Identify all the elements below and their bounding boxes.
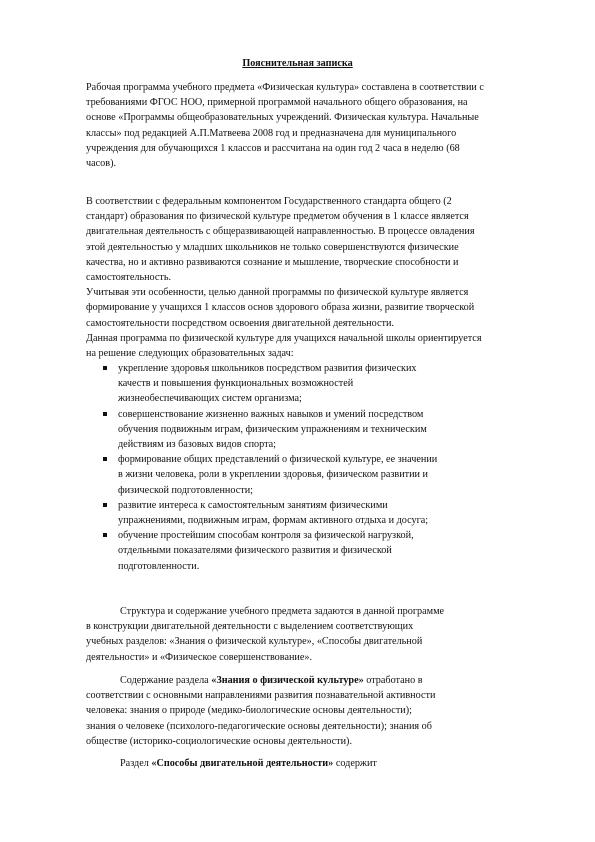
text-line: действиям из базовых видов спорта; (118, 439, 277, 451)
text-line: учебных разделов: «Знания о физической культуре», «Способы двигательной (86, 636, 423, 648)
text-line: самостоятельности посредством освоения двигательной деятельности. (86, 317, 394, 329)
bullet-icon (103, 366, 107, 370)
text-line: Структура и содержание учебного предмета задаются в данной программе (120, 606, 445, 617)
text-line: качества, но и активно развиваются сознание и мышление, творческие способности и (86, 256, 459, 268)
text-line: формирование у учащихся 1 классов основ здорового образа жизни, развитие творческой (86, 302, 475, 314)
text-line: формирование общих представлений о физической культуре, ее значении (118, 454, 438, 466)
list-item (100, 361, 540, 407)
section-name: «Знания о физической культуре» (211, 675, 364, 686)
text-line: основе «Программы общеобразовательных учреждений. Физическая культура. Начальные (86, 112, 479, 124)
text-line: отдельными показателями физического развития и физической (118, 545, 392, 557)
list-item (100, 452, 540, 498)
text-segment: содержит (333, 758, 377, 769)
text-line: обществе (историко-социологические основы деятельности). (86, 735, 352, 747)
text-line: укрепление здоровья школьников посредством развития физических (118, 363, 417, 374)
bullet-icon (103, 412, 107, 416)
text-line: Данная программа по физической культуре для учащихся начальной школы ориентируется (86, 332, 482, 344)
text-line: в жизни человека, роли в укреплении здоровья, физическом развитии и (118, 469, 429, 481)
bullet-icon (103, 533, 107, 537)
tasks-list (100, 361, 540, 574)
text-line: часов). (86, 158, 117, 170)
text-line: учреждения для обучающихся 1 классов и рассчитана на один год 2 часа в неделю (68 (86, 142, 460, 154)
bullet-icon (103, 503, 107, 507)
paragraph-structure (86, 604, 546, 665)
text-line: классы» под редакцией А.П.Матвеева 2008 год и предназначена для муниципального (86, 127, 457, 139)
bullet-icon (103, 457, 107, 461)
text-segment: Раздел (120, 758, 152, 769)
text-line: на решение следующих образовательных задач: (86, 348, 294, 360)
text-line: физической подготовленности; (118, 484, 253, 496)
text-line: соответствии с основными направлениями развития познавательной активности (86, 690, 436, 702)
text-line (86, 756, 546, 771)
text-line: в конструкции двигательной деятельности с выделением соответствующих (86, 621, 414, 633)
text-line: обучение простейшим способам контроля за физической нагрузкой, (118, 530, 414, 542)
text-line: самостоятельность. (86, 272, 172, 284)
text-line: двигательная деятельность с общеразвивающей направленностью. В процессе овладения (86, 226, 475, 238)
paragraph-methods (86, 756, 546, 771)
text-segment: Содержание раздела (120, 675, 212, 686)
list-item (100, 528, 540, 574)
text-line: жизнеобеспечивающих систем организма; (118, 393, 302, 405)
section-name: «Способы двигательной деятельности» (151, 758, 334, 769)
text-line (86, 673, 546, 688)
text-line: развитие интереса к самостоятельным занятиям физическими (118, 499, 388, 511)
page-title: Пояснительная записка (242, 58, 353, 69)
text-line: требованиями ФГОС НОО, примерной программой начального общего образования, на (86, 97, 468, 109)
text-line: знания о человеке (психолого-педагогические основы деятельности); знания об (86, 720, 432, 732)
text-line: человека: знания о природе (медико-биологические основы деятельности); (86, 705, 412, 717)
text-line: обучения подвижным играм, физическим упражнениям и техническим (118, 423, 427, 435)
text-line: подготовленности. (118, 560, 200, 572)
list-item (100, 498, 540, 528)
text-line: этой деятельностью у младших школьников не только совершенствуются физические (86, 241, 459, 253)
paragraph-intro (86, 80, 518, 171)
text-line: Рабочая программа учебного предмета «Физическая культура» составлена в соответствии с (86, 82, 484, 93)
text-line: упражнениями, подвижным играм, формам активного отдыха и досуга; (118, 515, 429, 527)
text-line: качеств и повышения функциональных возможностей (118, 378, 354, 390)
text-line: совершенствование жизненно важных навыков и умений посредством (118, 408, 424, 420)
text-line: В соответствии с федеральным компонентом Государственного стандарта общего (2 (86, 196, 452, 207)
list-item (100, 407, 540, 453)
paragraph-standard (86, 194, 546, 361)
text-line: деятельности» и «Физическое совершенствование». (86, 651, 313, 663)
paragraph-content (86, 673, 546, 749)
text-line: стандарт) образования по физической культуре предметом обучения в 1 классе является (86, 211, 469, 223)
text-line: Учитывая эти особенности, целью данной программы по физической культуре является (86, 287, 469, 299)
text-segment: отработано в (363, 675, 423, 686)
